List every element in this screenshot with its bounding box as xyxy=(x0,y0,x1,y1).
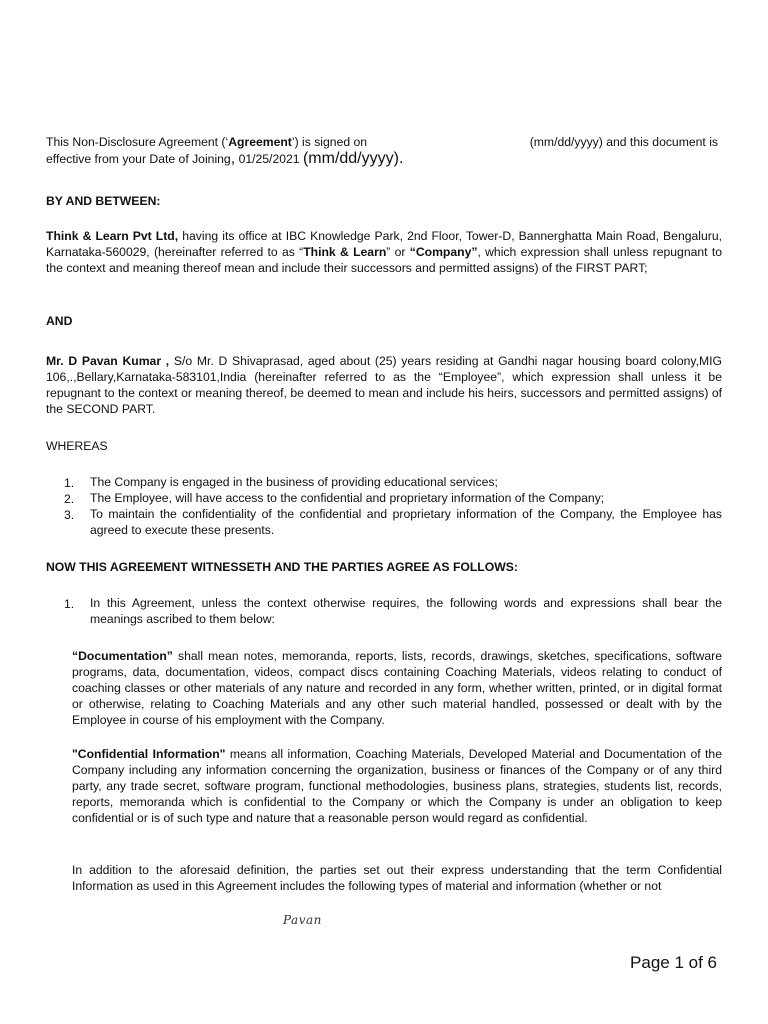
intro-text-1: This Non-Disclosure Agreement (‘ xyxy=(46,135,229,149)
clause-item xyxy=(46,595,722,627)
first-party-paragraph xyxy=(46,228,722,276)
now-agreement-heading: NOW THIS AGREEMENT WITNESSETH AND THE PARTIES AGREE AS FOLLOWS: xyxy=(46,560,518,574)
intro-text-4: effective from your Date of Joining xyxy=(46,152,231,166)
whereas-item-number: 1. xyxy=(64,476,75,490)
whereas-item xyxy=(46,474,722,490)
agreement-term: Agreement xyxy=(228,135,292,149)
first-party-name: Think & Learn Pvt Ltd, xyxy=(46,229,179,243)
second-party-name: Mr. D Pavan Kumar , xyxy=(46,354,170,368)
whereas-list xyxy=(46,474,722,538)
whereas-item-text: The Employee, will have access to the confidential and proprietary information of the Company; xyxy=(90,491,605,505)
intro-text-2: ’) is signed on xyxy=(291,135,368,149)
confidential-information-text: means all information, Coaching Materials, Developed Material and Documentation of the Company including any information concerning the organization, business or finances of the Company or of any third party, any trade secret, software program, functional methodologies, business plans, strategies, students list, records, reports, memoranda which is confidential to the Company or which the Company is under an obligation to keep confidential or is of such type and nature that a reasonable person would regard as confidential. xyxy=(72,747,722,825)
whereas-item-number: 2. xyxy=(64,492,75,506)
first-party-alias-1: Think & Learn xyxy=(303,245,387,259)
clause-number: 1. xyxy=(64,597,75,611)
documentation-term: “Documentation” xyxy=(72,649,173,663)
clause-text: In this Agreement, unless the context otherwise requires, the following words and expressions shall bear the meanings ascribed to them below: xyxy=(90,596,722,626)
addition-paragraph: In addition to the aforesaid definition, the parties set out their express understanding that the term Confidential Information as used in this Agreement includes the following types of material and information (whether or not xyxy=(72,863,722,893)
documentation-definition xyxy=(72,648,722,728)
whereas-item-number: 3. xyxy=(64,508,75,522)
second-party-paragraph xyxy=(46,353,722,417)
confidential-information-term: "Confidential Information" xyxy=(72,747,226,761)
first-party-text-3: , which expression shall unless repugnant to the context and meaning thereof mean and include their successors and permitted assigns) of the FIRST PART; xyxy=(46,245,722,275)
by-and-between-heading: BY AND BETWEEN: xyxy=(46,194,161,208)
page-number: Page 1 of 6 xyxy=(630,953,717,972)
second-party-text: S/o Mr. D Shivaprasad, aged about (25) years residing at Gandhi nagar housing board colony,MIG 106,.,Bellary,Karnataka-583101,India (hereinafter referred to as the “Employee”, which expression shall unless it be repugnant to the context or meaning thereof, be deemed to mean and include his heirs, successors and permitted assigns) of the SECOND PART. xyxy=(46,354,722,416)
first-party-text-1: having its office at IBC Knowledge Park, 2nd Floor, Tower-D, Bannerghatta Main Road, Bengaluru, Karnataka-560029, (hereinafter referred to as “ xyxy=(46,229,723,259)
confidential-information-definition xyxy=(72,746,722,826)
first-party-alias-2: “Company” xyxy=(409,245,478,259)
whereas-item-text: To maintain the confidentiality of the confidential and proprietary information of the Company, the Employee has agreed to execute these presents. xyxy=(90,507,722,537)
whereas-item-text: The Company is engaged in the business of providing educational services; xyxy=(90,475,498,489)
date-format: (mm/dd/yyyy). xyxy=(302,150,404,167)
documentation-text: shall mean notes, memoranda, reports, lists, records, drawings, sketches, specifications, software programs, data, documentation, videos, compact discs containing Coaching Materials, videos relating to conduct of coaching classes or other materials of any nature and recorded in any form, whether written, printed, or in digital format or otherwise, relating to Coaching Materials and any other such material handled, possessed or dealt with by the Employee in course of his employment with the Company. xyxy=(72,649,722,727)
intro-text-3: (mm/dd/yyyy) and this document is xyxy=(529,135,718,149)
clause-list xyxy=(46,595,722,627)
whereas-item xyxy=(46,506,722,538)
whereas-heading: WHEREAS xyxy=(46,439,108,453)
and-heading: AND xyxy=(46,314,73,328)
intro-comma: , xyxy=(230,150,236,167)
signature: Pavan xyxy=(283,913,322,927)
first-party-text-2: ” or xyxy=(386,245,410,259)
intro-paragraph xyxy=(46,134,722,167)
whereas-item xyxy=(46,490,722,506)
joining-date: 01/25/2021 xyxy=(238,152,300,166)
